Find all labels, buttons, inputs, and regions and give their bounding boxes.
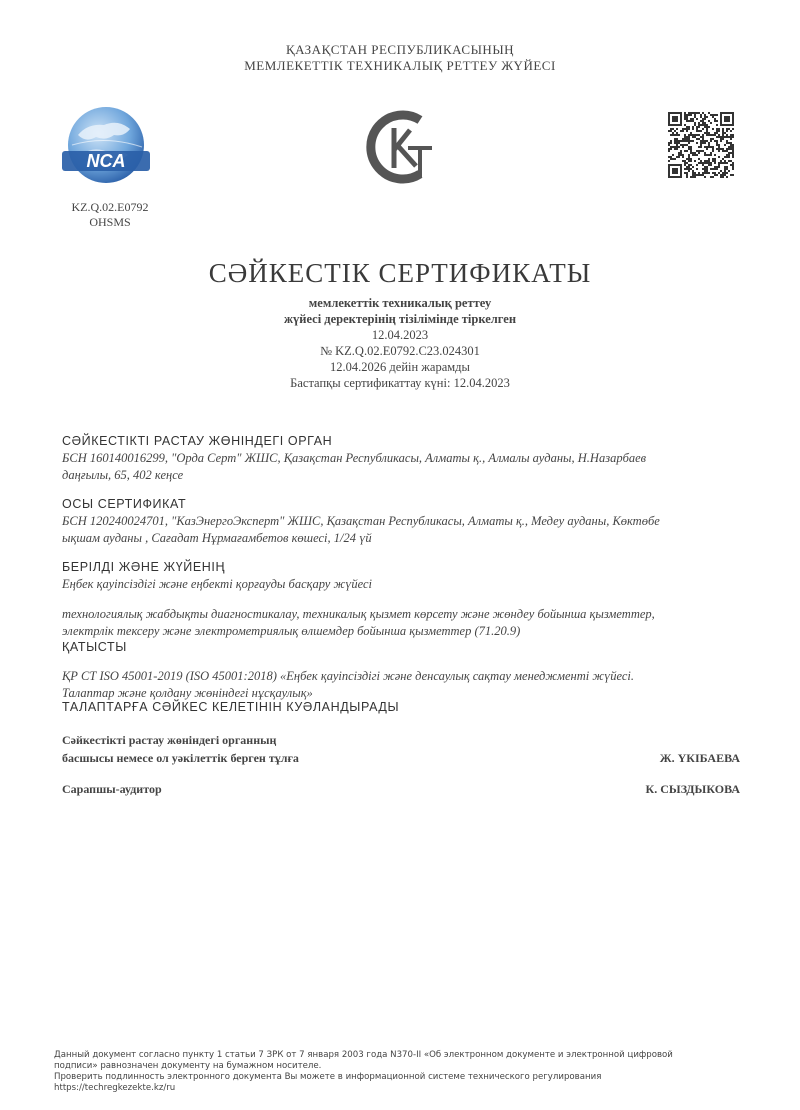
accreditation-code: KZ.Q.02.E0792 bbox=[71, 200, 149, 214]
registry-line-2: жүйесі деректерінің тізілімінде тіркелген bbox=[283, 312, 517, 326]
scope-line-1: технологиялық жабдықты диагностикалау, техникалық қызмет көрсету және жөндеу бойынша қызметтер, bbox=[62, 607, 655, 621]
certification-body-details bbox=[62, 450, 752, 484]
auditor-label: Сарапшы-аудитор bbox=[62, 782, 162, 796]
standard-line-1: ҚР СТ ISO 45001-2019 (ISO 45001:2018) «Еңбек қауіпсіздігі және денсаулық сақтау менеджменті жүйесі. bbox=[62, 669, 634, 683]
registry-line-1: мемлекеттік техникалық реттеу bbox=[308, 296, 492, 310]
certificate-title: СӘЙКЕСТІК СЕРТИФИКАТЫ bbox=[208, 258, 592, 288]
certification-body-line-1: БСН 160140016299, "Орда Серт" ЖШС, Қазақстан Республикасы, Алматы қ., Алмалы ауданы, Н.Назарбаев bbox=[62, 451, 647, 465]
footer-line-2: подписи» равнозначен документу на бумажном носителе. bbox=[54, 1061, 322, 1071]
certificate-holder-details bbox=[62, 513, 752, 547]
standard-line-2: Талаптар және қолдану жөніндегі нұсқаулық» bbox=[62, 686, 313, 700]
valid-until: 12.04.2026 дейін жарамды bbox=[330, 360, 470, 374]
footer-line-3: Проверить подлинность электронного документа Вы можете в информационной системе технического регулирования bbox=[54, 1072, 602, 1082]
nca-globe-logo-icon bbox=[58, 105, 154, 189]
nca-logo-text: NCA bbox=[86, 151, 126, 171]
qr-code-icon[interactable] bbox=[668, 112, 734, 178]
footer-verification-link[interactable]: https://techregkezekte.kz/ru bbox=[54, 1083, 176, 1093]
certificate-number: № KZ.Q.02.E0792.C23.024301 bbox=[320, 344, 480, 358]
kt-emblem-icon bbox=[364, 108, 440, 186]
accreditation-scheme: OHSMS bbox=[89, 215, 131, 229]
certification-body-line-2: даңғылы, 65, 402 кеңсе bbox=[62, 468, 184, 482]
first-certification-date: Бастапқы сертификаттау күні: 12.04.2023 bbox=[290, 376, 510, 390]
certificate-holder-title: ОСЫ СЕРТИФИКАТ bbox=[62, 497, 187, 511]
standard-reference bbox=[62, 668, 752, 702]
scope-of-services bbox=[62, 606, 752, 640]
scope-line-2: электрлік тексеру және электрометриялық өлшемдер бойынша қызметтер (71.20.9) bbox=[62, 624, 521, 638]
registration-date: 12.04.2023 bbox=[371, 328, 429, 342]
legal-footer bbox=[54, 1050, 754, 1094]
system-title: БЕРІЛДІ ЖӘНЕ ЖҮЙЕНІҢ bbox=[62, 560, 226, 574]
auditor-name: К. СЫЗДЫКОВА bbox=[645, 782, 740, 796]
system-name: Еңбек қауіпсіздігі және еңбекті қорғауды басқару жүйесі bbox=[62, 577, 372, 591]
certificate-holder-line-1: БСН 120240024701, "КазЭнергоЭксперт" ЖШС, Қазақстан Республикасы, Алматы қ., Медеу ауданы, Көктөбе bbox=[62, 514, 660, 528]
head-label-line-1: Сәйкестікті растау жөніндегі органның bbox=[62, 733, 277, 747]
issuer-line-2: МЕМЛЕКЕТТІК ТЕХНИКАЛЫҚ РЕТТЕУ ЖҮЙЕСІ bbox=[244, 58, 556, 73]
issuer-header bbox=[0, 42, 800, 74]
certificate-holder-line-2: ықшам ауданы , Сағадат Нұрмағамбетов көшесі, 1/24 үй bbox=[62, 531, 372, 545]
certification-body-title: СӘЙКЕСТІКТІ РАСТАУ ЖӨНІНДЕГІ ОРГАН bbox=[62, 434, 333, 448]
conformity-confirmation: ТАЛАПТАРҒА СӘЙКЕС КЕЛЕТІНІН КУӘЛАНДЫРАДЫ bbox=[62, 700, 400, 714]
head-signatory-name: Ж. ҮКІБАЕВА bbox=[659, 751, 740, 765]
footer-line-1: Данный документ согласно пункту 1 статьи 7 ЗРК от 7 января 2003 года N370-II «Об электронном документе и электронной цифровой bbox=[54, 1050, 673, 1060]
relation-title: ҚАТЫСТЫ bbox=[62, 640, 127, 654]
issuer-line-1: ҚАЗАҚСТАН РЕСПУБЛИКАСЫНЫҢ bbox=[285, 42, 515, 57]
head-label-line-2: басшысы немесе ол уәкілеттік берген тұлға bbox=[62, 751, 299, 765]
